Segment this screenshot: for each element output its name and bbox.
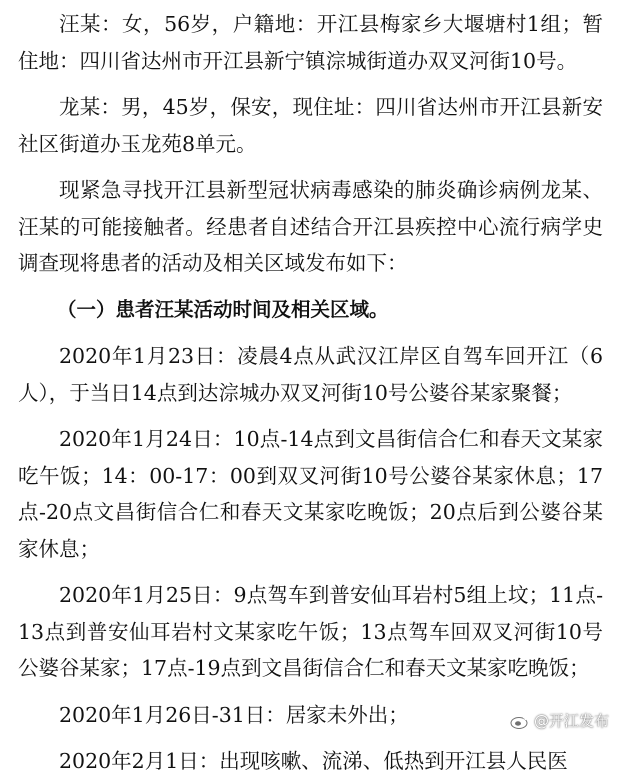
watermark-text: @开江发布	[533, 712, 609, 730]
weibo-icon	[510, 712, 530, 730]
paragraph-jan-24: 2020年1月24日：10点-14点到文昌街信合仁和春天文某家吃午饭；14：00-17：00到双叉河街10号公婆谷某家休息；17点-20点文昌街信合仁和春天文某家吃晚饭；20点后到公婆谷某家休息；	[18, 427, 603, 561]
paragraph-feb-1: 2020年2月1日：出现咳嗽、流涕、低热到开江县人民医	[59, 749, 568, 773]
watermark	[510, 710, 609, 731]
paragraph-jan-23: 2020年1月23日：凌晨4点从武汉江岸区自驾车回开江（6人），于当日14点到达淙城办双叉河街10号公婆谷某家聚餐；	[18, 344, 603, 405]
section-heading: （一）患者汪某活动时间及相关区域。	[57, 297, 389, 321]
paragraph-jan-26-31: 2020年1月26日-31日：居家未外出；	[59, 702, 409, 727]
paragraph-notice: 现紧急寻找开江县新型冠状病毒感染的肺炎确诊病例龙某、汪某的可能接触者。经患者自述结合开江县疾控中心流行病学史调查现将患者的活动及相关区域发布如下：	[18, 178, 603, 275]
paragraph-jan-25: 2020年1月25日：9点驾车到普安仙耳岩村5组上坟；11点-13点到普安仙耳岩村文某家吃午饭；13点驾车回双叉河街10号公婆谷某家；17点-19点到文昌街信合仁和春天文某家吃晚饭；	[18, 583, 603, 680]
paragraph-long-info: 龙某：男，45岁，保安，现住址：四川省达州市开江县新安社区街道办玉龙苑8单元。	[18, 95, 603, 156]
paragraph-wang-info: 汪某：女，56岁，户籍地：开江县梅家乡大堰塘村1组；暂住地：四川省达州市开江县新宁镇淙城街道办双叉河街10号。	[18, 12, 603, 73]
